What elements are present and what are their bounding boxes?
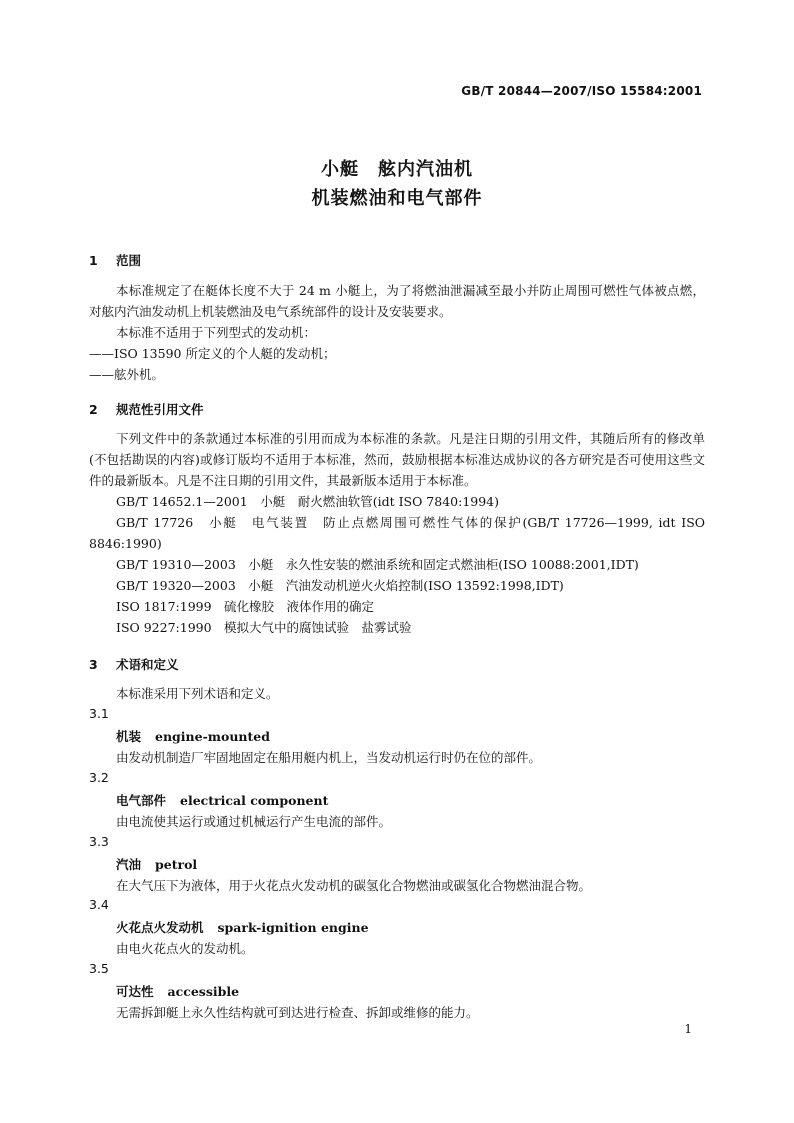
term-number: 3.1	[89, 706, 109, 721]
title-line-2: 机装燃油和电气部件	[311, 188, 483, 209]
term-entry	[116, 727, 270, 745]
term-number: 3.3	[89, 834, 109, 849]
section-2-body	[89, 428, 705, 638]
term-definition: 在大气压下为液体，用于火花点火发动机的碳氢化合物燃油或碳氢化合物燃油混合物。	[116, 878, 592, 893]
list-item: ——ISO 13590 所定义的个人艇的发动机；	[89, 346, 336, 361]
term-en: electrical component	[180, 793, 329, 808]
section-title: 规范性引用文件	[116, 402, 204, 417]
section-3-intro: 本标准采用下列术语和定义。	[116, 686, 279, 701]
reference-item: ISO 1817:1999 硫化橡胶 液体作用的确定	[116, 599, 375, 614]
standard-code: GB/T 20844—2007/ISO 15584:2001	[461, 84, 702, 98]
term-zh: 可达性	[116, 984, 154, 999]
section-number: 3	[89, 657, 98, 672]
term-entry	[116, 982, 239, 1000]
reference-item: GB/T 14652.1—2001 小艇 耐火燃油软管(idt ISO 7840:1994)	[116, 494, 500, 509]
term-entry	[116, 791, 328, 809]
term-number: 3.2	[89, 770, 109, 785]
paragraph: 本标准规定了在艇体长度不大于 24 m 小艇上，为了将燃油泄漏减至最小并防止周围可燃性气体被点燃，对舷内汽油发动机上机装燃油及电气系统部件的设计及安装要求。	[89, 283, 705, 319]
term-en: accessible	[167, 984, 240, 999]
term-en: spark-ignition engine	[217, 920, 369, 935]
term-zh: 电气部件	[116, 793, 167, 808]
paragraph: 本标准不适用于下列型式的发动机：	[116, 325, 317, 340]
term-zh: 机装	[116, 729, 142, 744]
term-definition: 由电火花点火的发动机。	[116, 941, 254, 956]
term-number: 3.5	[89, 961, 109, 976]
section-title: 范围	[116, 253, 142, 268]
term-zh: 汽油	[116, 857, 142, 872]
section-number: 2	[89, 402, 98, 417]
term-entry	[116, 918, 369, 936]
paragraph: 下列文件中的条款通过本标准的引用而成为本标准的条款。凡是注日期的引用文件，其随后所有的修改单(不包括勘误的内容)或修订版均不适用于本标准，然而，鼓励根据本标准达成协议的各方研究是否可使用这些文件的最新版本。凡是不注日期的引用文件，其最新版本适用于本标准。	[89, 431, 705, 488]
section-title: 术语和定义	[116, 657, 179, 672]
term-definition: 由发动机制造厂牢固地固定在船用艇内机上，当发动机运行时仍在位的部件。	[116, 750, 542, 765]
term-number: 3.4	[89, 897, 109, 912]
section-2-heading	[89, 400, 204, 418]
reference-item: GB/T 17726 小艇 电气装置 防止点燃周围可燃性气体的保护(GB/T 17726—1999, idt ISO 8846:1990)	[89, 515, 705, 551]
term-entry	[116, 855, 197, 873]
list-item: ——舷外机。	[89, 367, 165, 382]
section-1-body	[89, 280, 705, 385]
reference-item: GB/T 19320—2003 小艇 汽油发动机逆火火焰控制(ISO 13592:1998,IDT)	[116, 578, 564, 593]
page-number: 1	[684, 1022, 692, 1036]
term-definition: 无需拆卸艇上永久性结构就可到达进行检查、拆卸或维修的能力。	[116, 1005, 479, 1020]
section-1-heading	[89, 251, 141, 269]
section-3-heading	[89, 655, 179, 673]
title-line-1: 小艇 舷内汽油机	[321, 159, 473, 180]
section-number: 1	[89, 253, 98, 268]
reference-item: ISO 9227:1990 模拟大气中的腐蚀试验 盐雾试验	[116, 620, 412, 635]
term-zh: 火花点火发动机	[116, 920, 204, 935]
term-definition: 由电流使其运行或通过机械运行产生电流的部件。	[116, 814, 392, 829]
term-en: petrol	[155, 857, 198, 872]
term-en: engine-mounted	[155, 729, 270, 744]
reference-item: GB/T 19310—2003 小艇 永久性安装的燃油系统和固定式燃油柜(ISO 10088:2001,IDT)	[116, 557, 639, 572]
